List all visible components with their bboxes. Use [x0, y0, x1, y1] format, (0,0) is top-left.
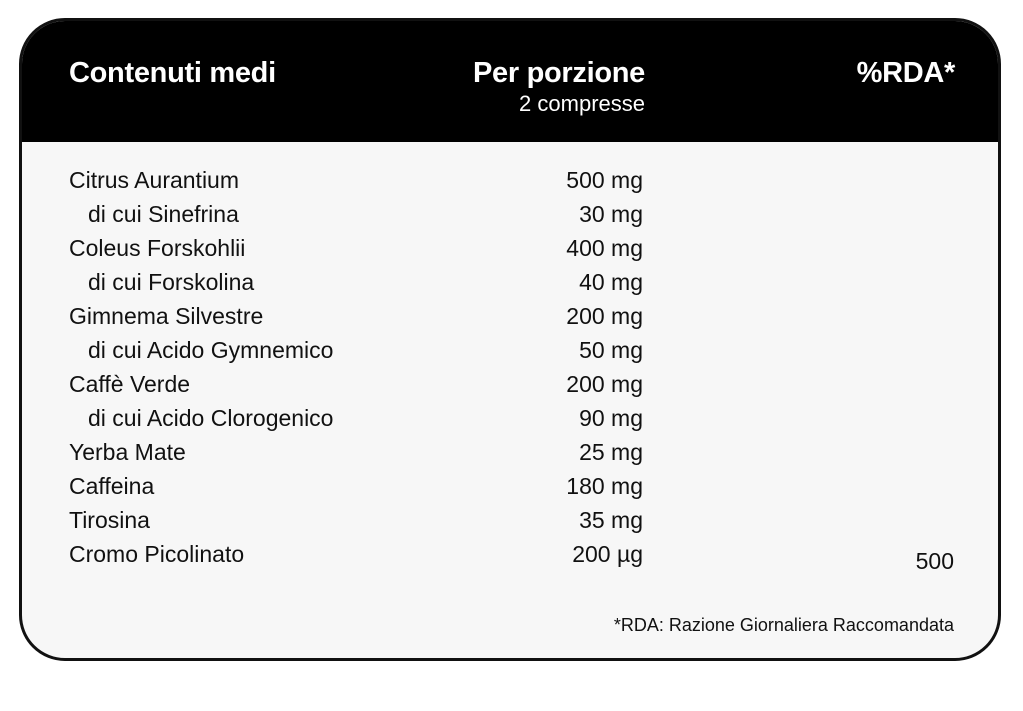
table-row	[22, 201, 998, 235]
table-row	[22, 541, 998, 575]
row-name: Coleus Forskohlii	[69, 235, 246, 261]
table-row	[22, 337, 998, 371]
header-portion-size: 2 compresse	[519, 91, 645, 116]
rda-footnote: *RDA: Razione Giornaliera Raccomandata	[613, 615, 954, 635]
table-row	[22, 167, 998, 201]
header-per-portion-label: Per porzione	[472, 57, 645, 89]
row-name: Caffeina	[69, 473, 155, 499]
row-amount: 25 mg	[579, 439, 643, 465]
row-name: Tirosina	[69, 507, 150, 533]
row-amount: 500 mg	[566, 167, 643, 193]
nutrition-table	[19, 18, 1001, 661]
table-header	[22, 21, 998, 142]
row-name: Gimnema Silvestre	[69, 303, 264, 329]
row-amount: 90 mg	[579, 405, 643, 431]
row-name: di cui Forskolina	[88, 269, 255, 295]
table-row	[22, 235, 998, 269]
row-amount: 200 µg	[572, 541, 643, 567]
row-amount: 200 mg	[566, 371, 643, 397]
table-row	[22, 269, 998, 303]
row-name: Yerba Mate	[69, 439, 186, 465]
row-name: Caffè Verde	[69, 371, 191, 397]
row-rda: 500	[915, 548, 954, 574]
row-amount: 180 mg	[566, 473, 643, 499]
table-row	[22, 405, 998, 439]
table-body	[22, 167, 998, 575]
row-amount: 400 mg	[566, 235, 643, 261]
header-per-portion	[473, 57, 645, 119]
table-row	[22, 439, 998, 473]
row-name: di cui Acido Gymnemico	[88, 337, 334, 363]
row-amount: 200 mg	[566, 303, 643, 329]
row-name: Citrus Aurantium	[69, 167, 240, 193]
table-row	[22, 303, 998, 337]
header-contents: Contenuti medi	[69, 57, 276, 89]
table-row	[22, 507, 998, 541]
row-name: Cromo Picolinato	[69, 541, 245, 567]
row-amount: 30 mg	[579, 201, 643, 227]
table-row	[22, 371, 998, 405]
row-amount: 35 mg	[579, 507, 643, 533]
row-name: di cui Acido Clorogenico	[88, 405, 334, 431]
table-row	[22, 473, 998, 507]
row-amount: 40 mg	[579, 269, 643, 295]
row-name: di cui Sinefrina	[88, 201, 239, 227]
row-amount: 50 mg	[579, 337, 643, 363]
header-rda: %RDA*	[856, 57, 955, 89]
